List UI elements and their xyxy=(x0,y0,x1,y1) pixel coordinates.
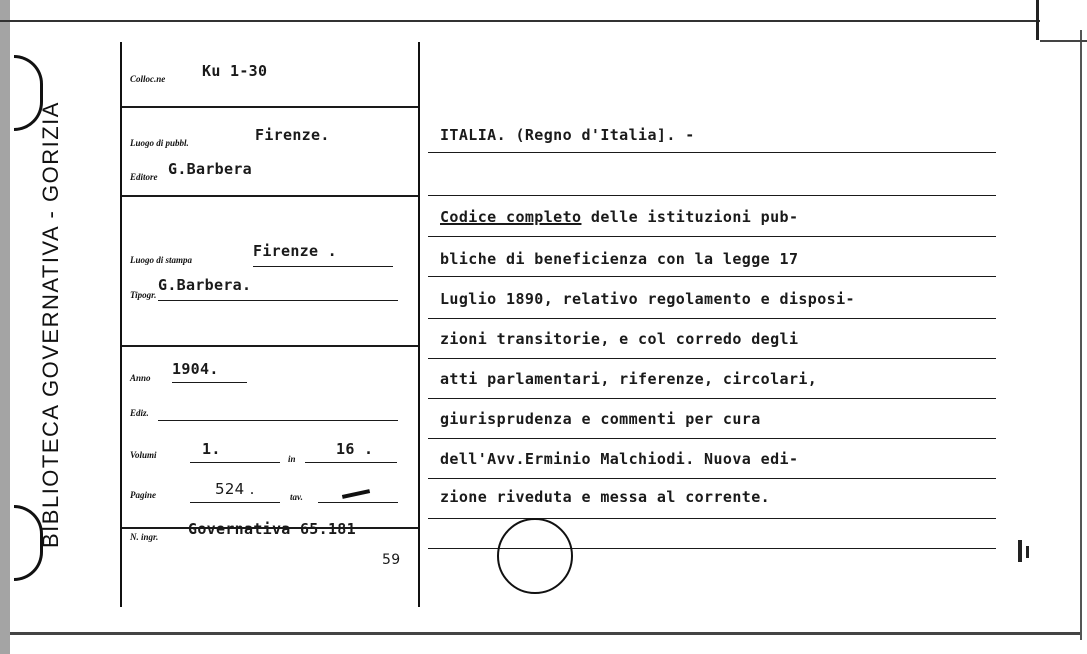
description-line-2: bliche di beneficienza con la legge 17 xyxy=(440,250,799,268)
pagine-underline xyxy=(190,502,280,503)
luogo-pubbl-label: Luogo di pubbl. xyxy=(130,138,189,148)
right-rule-6 xyxy=(428,358,996,359)
edizione-label: Ediz. xyxy=(130,408,149,418)
pagine-label: Pagine xyxy=(130,490,156,500)
formato-underline xyxy=(305,462,397,463)
formato-label: in xyxy=(288,454,296,464)
scan-edge-top-right xyxy=(1040,40,1087,42)
scan-edge-right xyxy=(1036,0,1039,40)
description-line-1-rest: delle istituzioni pub- xyxy=(581,208,799,226)
right-edge-mark-2 xyxy=(1026,546,1029,558)
left-column-rule xyxy=(120,42,122,607)
right-edge-mark xyxy=(1018,540,1022,562)
tipografo-value: G.Barbera. xyxy=(158,276,252,294)
description-line-7: dell'Avv.Erminio Malchiodi. Nuova edi- xyxy=(440,450,799,468)
luogo-pubbl-value: Firenze. xyxy=(255,126,330,144)
card-heading: ITALIA. (Regno d'Italia]. - xyxy=(440,126,695,144)
right-rule-8 xyxy=(428,438,996,439)
tavole-dash-mark xyxy=(342,489,370,499)
left-rule-3 xyxy=(122,345,418,347)
luogo-stampa-underline xyxy=(253,266,393,267)
tavole-label: tav. xyxy=(290,492,303,502)
editore-value: G.Barbera xyxy=(168,160,252,178)
luogo-stampa-label: Luogo di stampa xyxy=(130,255,193,265)
right-rule-3 xyxy=(428,236,996,237)
description-line-3: Luglio 1890, relativo regolamento e disposi- xyxy=(440,290,855,308)
library-side-label: BIBLIOTECA GOVERNATIVA - GORIZIA xyxy=(38,101,63,548)
middle-column-rule xyxy=(418,42,420,607)
right-rule-9 xyxy=(428,478,996,479)
tipografo-underline xyxy=(158,300,398,301)
right-rule-4 xyxy=(428,276,996,277)
volumi-underline xyxy=(190,462,280,463)
description-line-1 xyxy=(440,208,798,226)
formato-value: 16 . xyxy=(336,440,374,458)
tipografo-label: Tipogr. xyxy=(130,290,157,300)
left-rule-1 xyxy=(122,106,418,108)
volumi-label: Volumi xyxy=(130,450,157,460)
anno-label: Anno xyxy=(130,373,151,383)
edizione-underline xyxy=(158,420,398,421)
collocazione-value: Ku 1-30 xyxy=(202,62,268,80)
numero-ingresso-label: N. ingr. xyxy=(130,532,159,542)
left-rule-2 xyxy=(122,195,418,197)
scan-edge-top xyxy=(0,20,1040,22)
editore-label: Editore xyxy=(130,172,158,182)
numero-ingresso-note: 59 xyxy=(382,552,401,568)
pagine-value: 524 . xyxy=(215,480,255,498)
right-rule-7 xyxy=(428,398,996,399)
description-line-6: giurisprudenza e commenti per cura xyxy=(440,410,761,428)
volumi-value: 1. xyxy=(202,440,221,458)
collocazione-label: Colloc.ne xyxy=(130,74,166,84)
description-line-8: zione riveduta e messa al corrente. xyxy=(440,488,771,506)
description-line-5: atti parlamentari, riferenze, circolari, xyxy=(440,370,818,388)
right-rule-2 xyxy=(428,195,996,196)
punch-hole-circle xyxy=(497,518,573,594)
scan-edge-right-lower xyxy=(1080,30,1082,640)
anno-underline xyxy=(172,382,247,383)
tavole-underline xyxy=(318,502,398,503)
luogo-stampa-value: Firenze . xyxy=(253,242,337,260)
right-rule-10 xyxy=(428,518,996,519)
scan-edge-bottom xyxy=(10,632,1080,635)
anno-value: 1904. xyxy=(172,360,219,378)
right-rule-1 xyxy=(428,152,996,153)
title-underlined: Codice completo xyxy=(440,208,582,226)
description-line-4: zioni transitorie, e col corredo degli xyxy=(440,330,799,348)
scan-edge-left xyxy=(0,0,10,654)
right-rule-5 xyxy=(428,318,996,319)
numero-ingresso-value: Governativa 65.181 xyxy=(188,520,356,538)
